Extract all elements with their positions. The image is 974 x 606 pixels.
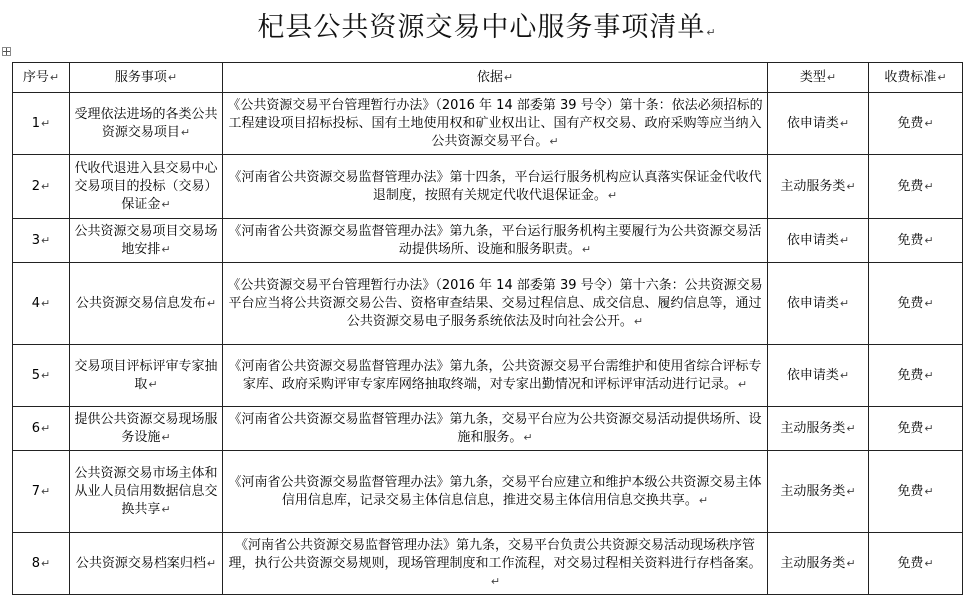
- paragraph-mark-icon: ↵: [41, 421, 51, 435]
- type-cell: [768, 407, 869, 451]
- service-item: 受理依法进场的各类公共资源交易项目: [74, 106, 218, 140]
- type-text: 依申请类: [786, 232, 839, 248]
- paragraph-mark-icon: ↵: [924, 556, 934, 570]
- paragraph-mark-icon: ↵: [937, 70, 947, 84]
- row-number: 6: [31, 420, 41, 436]
- paragraph-mark-icon: ↵: [924, 296, 934, 310]
- basis-text: 《河南省公共资源交易监督管理办法》第九条，交易平台负责公共资源交易活动现场秩序管理，执行公共资源交易规则，现场管理制度和工作流程，对交易过程相关资料进行存档备案。: [228, 537, 762, 571]
- paragraph-mark-icon: ↵: [490, 574, 501, 588]
- fee-cell: [869, 345, 963, 407]
- paragraph-mark-icon: ↵: [148, 377, 158, 391]
- fee-cell: [869, 451, 963, 533]
- service-item-cell: [70, 93, 223, 155]
- row-number-cell: [13, 263, 70, 345]
- type-cell: [768, 451, 869, 533]
- table-row: [13, 93, 963, 155]
- fee-text: 免费: [897, 115, 924, 131]
- header-basis: 依据: [476, 69, 503, 85]
- header-cell: [223, 63, 768, 93]
- paragraph-mark-icon: ↵: [839, 116, 850, 130]
- service-item: 公共资源交易市场主体和从业人员信用数据信息交换共享: [74, 465, 218, 517]
- type-cell: [768, 263, 869, 345]
- paragraph-mark-icon: ↵: [924, 116, 934, 130]
- table-row: [13, 407, 963, 451]
- basis-cell: [223, 263, 768, 345]
- type-cell: [768, 345, 869, 407]
- header-fee: 收费标准: [884, 69, 937, 85]
- type-cell: [768, 155, 869, 219]
- type-text: 主动服务类: [780, 420, 846, 436]
- paragraph-mark-icon: ↵: [206, 296, 217, 310]
- row-number: 7: [31, 483, 41, 499]
- paragraph-mark-icon: ↵: [581, 242, 592, 256]
- basis-cell: [223, 407, 768, 451]
- page-title-text: 杞县公共资源交易中心服务事项清单: [257, 12, 706, 43]
- header-no: 序号: [22, 69, 49, 85]
- service-item: 提供公共资源交易现场服务设施: [74, 411, 218, 445]
- paragraph-mark-icon: ↵: [41, 484, 51, 498]
- paragraph-mark-icon: ↵: [924, 179, 934, 193]
- paragraph-mark-icon: ↵: [706, 26, 717, 39]
- row-number-cell: [13, 219, 70, 263]
- basis-cell: [223, 345, 768, 407]
- basis-text: 《公共资源交易平台管理暂行办法》（2016 年 14 部委第 39 号令）第十六条：公共资源交易平台应当将公共资源交易公告、资格审查结果、交易过程信息、成交信息、履约信息等，通过公共资源交易电子服务系统依法及时向社会公开。: [227, 277, 763, 329]
- paragraph-mark-icon: ↵: [41, 368, 51, 382]
- type-cell: [768, 219, 869, 263]
- fee-text: 免费: [897, 178, 924, 194]
- paragraph-mark-icon: ↵: [846, 556, 856, 570]
- row-number: 3: [31, 232, 41, 248]
- service-item: 公共资源交易信息发布: [75, 295, 206, 311]
- row-number: 8: [31, 555, 41, 571]
- type-text: 依申请类: [786, 115, 839, 131]
- row-number-cell: [13, 451, 70, 533]
- paragraph-mark-icon: ↵: [180, 125, 191, 139]
- table-row: [13, 219, 963, 263]
- fee-cell: [869, 155, 963, 219]
- table-row: [13, 263, 963, 345]
- header-cell: [70, 63, 223, 93]
- paragraph-mark-icon: ↵: [503, 70, 514, 84]
- row-number: 4: [31, 295, 41, 311]
- paragraph-mark-icon: ↵: [41, 556, 51, 570]
- service-item-cell: [70, 263, 223, 345]
- table-move-handle-icon[interactable]: [2, 47, 11, 56]
- row-number-cell: [13, 155, 70, 219]
- table-row: [13, 451, 963, 533]
- fee-text: 免费: [897, 420, 924, 436]
- paragraph-mark-icon: ↵: [924, 368, 934, 382]
- page-title: [0, 8, 974, 53]
- fee-cell: [869, 407, 963, 451]
- paragraph-mark-icon: ↵: [41, 116, 51, 130]
- service-item-cell: [70, 533, 223, 595]
- fee-cell: [869, 533, 963, 595]
- paragraph-mark-icon: ↵: [839, 368, 850, 382]
- fee-text: 免费: [897, 367, 924, 383]
- basis-text: 《河南省公共资源交易监督管理办法》第九条，交易平台应为公共资源交易活动提供场所、设施和服务。: [228, 411, 762, 445]
- paragraph-mark-icon: ↵: [523, 430, 533, 444]
- paragraph-mark-icon: ↵: [206, 556, 217, 570]
- paragraph-mark-icon: ↵: [607, 188, 618, 202]
- header-cell: [768, 63, 869, 93]
- paragraph-mark-icon: ↵: [633, 314, 644, 328]
- fee-text: 免费: [897, 483, 924, 499]
- type-text: 主动服务类: [780, 483, 846, 499]
- service-item-cell: [70, 219, 223, 263]
- service-item: 交易项目评标评审专家抽取: [74, 358, 218, 392]
- type-text: 依申请类: [786, 367, 839, 383]
- service-item-cell: [70, 451, 223, 533]
- service-item-cell: [70, 155, 223, 219]
- paragraph-mark-icon: ↵: [846, 179, 856, 193]
- paragraph-mark-icon: ↵: [839, 233, 850, 247]
- service-item-cell: [70, 345, 223, 407]
- header-type: 类型: [799, 69, 826, 85]
- header-item: 服务事项: [114, 69, 167, 85]
- basis-text: 《河南省公共资源交易监督管理办法》第九条，交易平台应建立和维护本级公共资源交易主体信用信息库，记录交易主体信息信息，推进交易主体信用信息交换共享。: [228, 474, 762, 508]
- paragraph-mark-icon: ↵: [698, 493, 709, 507]
- type-text: 主动服务类: [780, 555, 846, 571]
- type-text: 主动服务类: [780, 178, 846, 194]
- paragraph-mark-icon: ↵: [161, 502, 171, 516]
- paragraph-mark-icon: ↵: [161, 197, 171, 211]
- basis-text: 《河南省公共资源交易监督管理办法》第九条，公共资源交易平台需维护和使用省综合评标专家库、政府采购评审专家库网络抽取终端，对专家出勤情况和评标评审活动进行记录。: [228, 358, 762, 392]
- paragraph-mark-icon: ↵: [924, 421, 934, 435]
- paragraph-mark-icon: ↵: [839, 296, 850, 310]
- row-number: 2: [31, 178, 41, 194]
- fee-cell: [869, 263, 963, 345]
- row-number-cell: [13, 93, 70, 155]
- basis-cell: [223, 93, 768, 155]
- row-number: 5: [31, 367, 41, 383]
- paragraph-mark-icon: ↵: [826, 70, 837, 84]
- fee-cell: [869, 219, 963, 263]
- paragraph-mark-icon: ↵: [846, 484, 856, 498]
- service-item: 代收代退进入县交易中心交易项目的投标（交易）保证金: [74, 160, 218, 212]
- paragraph-mark-icon: ↵: [167, 70, 178, 84]
- table-row: [13, 155, 963, 219]
- paragraph-mark-icon: ↵: [846, 421, 856, 435]
- service-item: 公共资源交易档案归档: [75, 555, 206, 571]
- basis-text: 《河南省公共资源交易监督管理办法》第九条，平台运行服务机构主要履行为公共资源交易活动提供场所、设施和服务职责。: [228, 223, 762, 257]
- row-number: 1: [31, 115, 41, 131]
- basis-cell: [223, 451, 768, 533]
- row-number-cell: [13, 407, 70, 451]
- fee-text: 免费: [897, 232, 924, 248]
- paragraph-mark-icon: ↵: [41, 296, 51, 310]
- basis-cell: [223, 155, 768, 219]
- service-item: 公共资源交易项目交易场地安排: [74, 223, 218, 257]
- header-cell: [869, 63, 963, 93]
- fee-cell: [869, 93, 963, 155]
- basis-cell: [223, 219, 768, 263]
- paragraph-mark-icon: ↵: [737, 377, 748, 391]
- paragraph-mark-icon: ↵: [924, 233, 934, 247]
- table-header-row: [13, 63, 963, 93]
- row-number-cell: [13, 345, 70, 407]
- basis-text: 《公共资源交易平台管理暂行办法》（2016 年 14 部委第 39 号令）第十条：依法必须招标的工程建设项目招标投标、国有土地使用权和矿业权出让、国有产权交易、政府采购等应当纳入公共资源交易平台。: [227, 97, 763, 149]
- type-text: 依申请类: [786, 295, 839, 311]
- table-row: [13, 533, 963, 595]
- header-cell: [13, 63, 70, 93]
- basis-text: 《河南省公共资源交易监督管理办法》第十四条，平台运行服务机构应认真落实保证金代收代退制度，按照有关规定代收代退保证金。: [228, 169, 762, 203]
- paragraph-mark-icon: ↵: [49, 70, 60, 84]
- row-number-cell: [13, 533, 70, 595]
- basis-cell: [223, 533, 768, 595]
- type-cell: [768, 93, 869, 155]
- fee-text: 免费: [897, 295, 924, 311]
- table-row: [13, 345, 963, 407]
- service-items-table: [12, 62, 963, 595]
- type-cell: [768, 533, 869, 595]
- paragraph-mark-icon: ↵: [41, 179, 51, 193]
- paragraph-mark-icon: ↵: [41, 233, 51, 247]
- paragraph-mark-icon: ↵: [549, 134, 559, 148]
- service-item-cell: [70, 407, 223, 451]
- paragraph-mark-icon: ↵: [924, 484, 934, 498]
- paragraph-mark-icon: ↵: [161, 242, 171, 256]
- fee-text: 免费: [897, 555, 924, 571]
- paragraph-mark-icon: ↵: [161, 430, 171, 444]
